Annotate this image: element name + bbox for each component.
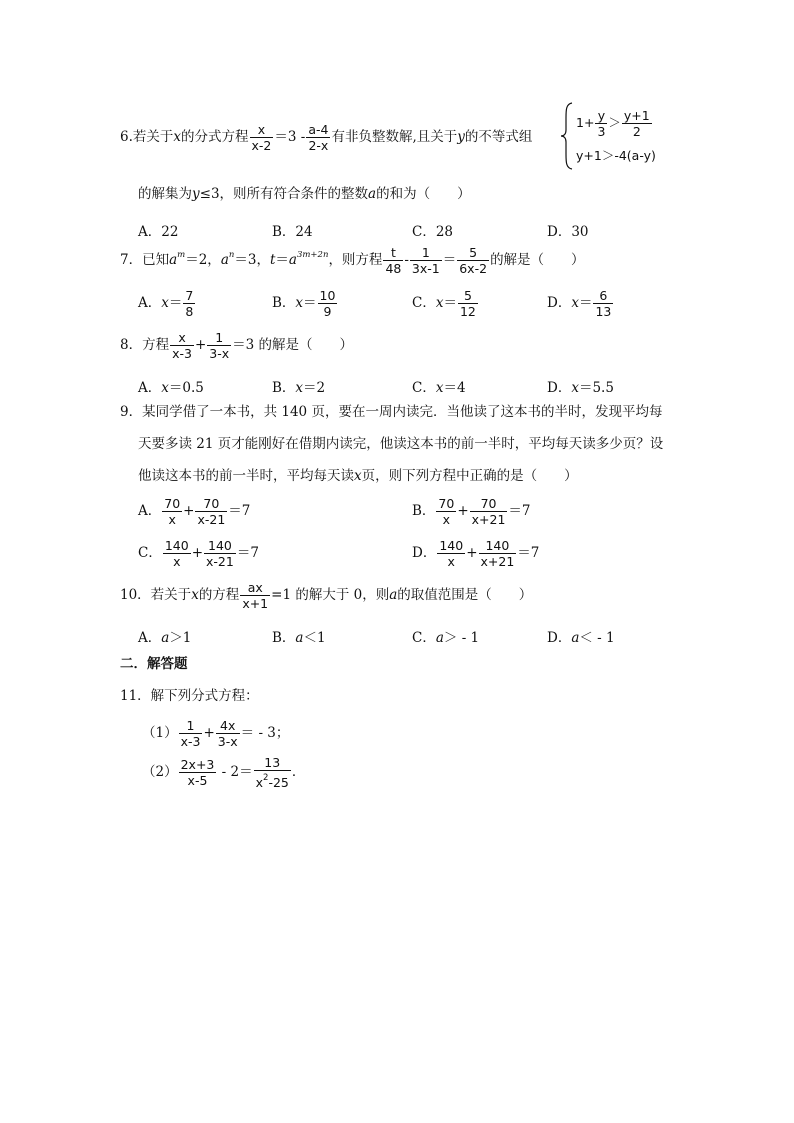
q11-title: 11．解下列分式方程：	[120, 688, 259, 704]
q10-option-a: A．a＞1	[138, 630, 192, 646]
q6-option-b: B．24	[272, 224, 313, 240]
q10-stem: 10．若关于x的方程 $\frac{ax}{x+1}$ =1 的解大于 0，则a的取值范围是（ ）	[120, 580, 533, 611]
section-heading: 二．解答题	[120, 656, 188, 672]
q6-option-a: A．22	[138, 224, 179, 240]
q7-option-d: D．x＝ $\frac{6}{13}$	[547, 288, 612, 319]
q6-system-line1: 1+ $\frac{y}{3}$ ＞ $\frac{y+1}{2}$	[576, 108, 650, 139]
q8-option-c: C．x＝4	[412, 380, 466, 396]
q10-option-c: C．a＞ - 1	[412, 630, 480, 646]
q9-option-b: B． $\frac{70}{x}$ + $\frac{70}{x+21}$ ＝7	[412, 496, 531, 527]
q9-option-d: D． $\frac{140}{x}$ + $\frac{140}{x+21}$ ＝7	[412, 538, 540, 569]
q9-option-a: A． $\frac{70}{x}$ + $\frac{70}{x-21}$ ＝7	[138, 496, 251, 527]
q8-option-b: B．x＝2	[272, 380, 326, 396]
q9-line2: 天要多读 21 页才能刚好在借期内读完，他读这本书的前一半时，平均每天读多少页？设	[138, 436, 664, 452]
q7-option-b: B．x＝ $\frac{10}{9}$	[272, 288, 336, 319]
q6-fraction-2: $\frac{a-4}{2-x}$	[308, 122, 329, 153]
q6-option-d: D．30	[547, 224, 589, 240]
q6-system-line2: y+1＞-4(a-y)	[576, 148, 656, 163]
q9-option-c: C． $\frac{140}{x}$ + $\frac{140}{x-21}$ ＝7	[138, 538, 259, 569]
q6-line1: 6.若关于x的分式方程 $\frac{x}{x-2}$ ＝3 - $\frac{a-4}{2-x}$ 有非负整数解,且关于y的不等式组	[120, 122, 533, 153]
q9-line3: 他读这本书的前一半时，平均每天读x页，则下列方程中正确的是（ ）	[138, 468, 578, 484]
q9-line1: 9．某同学借了一本书，共 140 页，要在一周内读完．当他读了这本书的半时，发现平均每	[120, 404, 663, 420]
q6-option-c: C．28	[412, 224, 454, 240]
q8-option-d: D．x＝5.5	[547, 380, 614, 396]
q10-option-b: B．a＜1	[272, 630, 326, 646]
q7-option-a: A．x＝ $\frac{7}{8}$	[138, 288, 194, 319]
q8-stem: 8．方程 $\frac{x}{x-3}$ + $\frac{1}{3-x}$ ＝3 的解是（ ）	[120, 330, 354, 361]
q7-stem: 7．已知$a^m=2$，$a^n=3$，$t=a^{3m+2n}$，则方程 $\frac{t}{48}$ - $\frac{1}{3x-1}$ ＝ $\frac{5}{6x-2}$ 的解是（ ）	[120, 245, 585, 276]
q6-line2: 的解集为y≤3，则所有符合条件的整数a的和为（ ）	[138, 186, 471, 202]
q11-part1: （1） $\frac{1}{x-3}$ + $\frac{4x}{3-x}$ ＝ - 3；	[142, 718, 290, 749]
q7-option-c: C．x＝ $\frac{5}{12}$	[412, 288, 476, 319]
q10-option-d: D．a＜ - 1	[547, 630, 615, 646]
q11-part2: （2） $\frac{2x+3}{x-5}$ - 2＝ $\frac{13}{x^2-25}$ ．	[142, 755, 306, 790]
q6-fraction-1: $\frac{x}{x-2}$	[251, 122, 272, 153]
q8-option-a: A．x＝0.5	[138, 380, 204, 396]
q6-system-brace	[560, 102, 574, 174]
